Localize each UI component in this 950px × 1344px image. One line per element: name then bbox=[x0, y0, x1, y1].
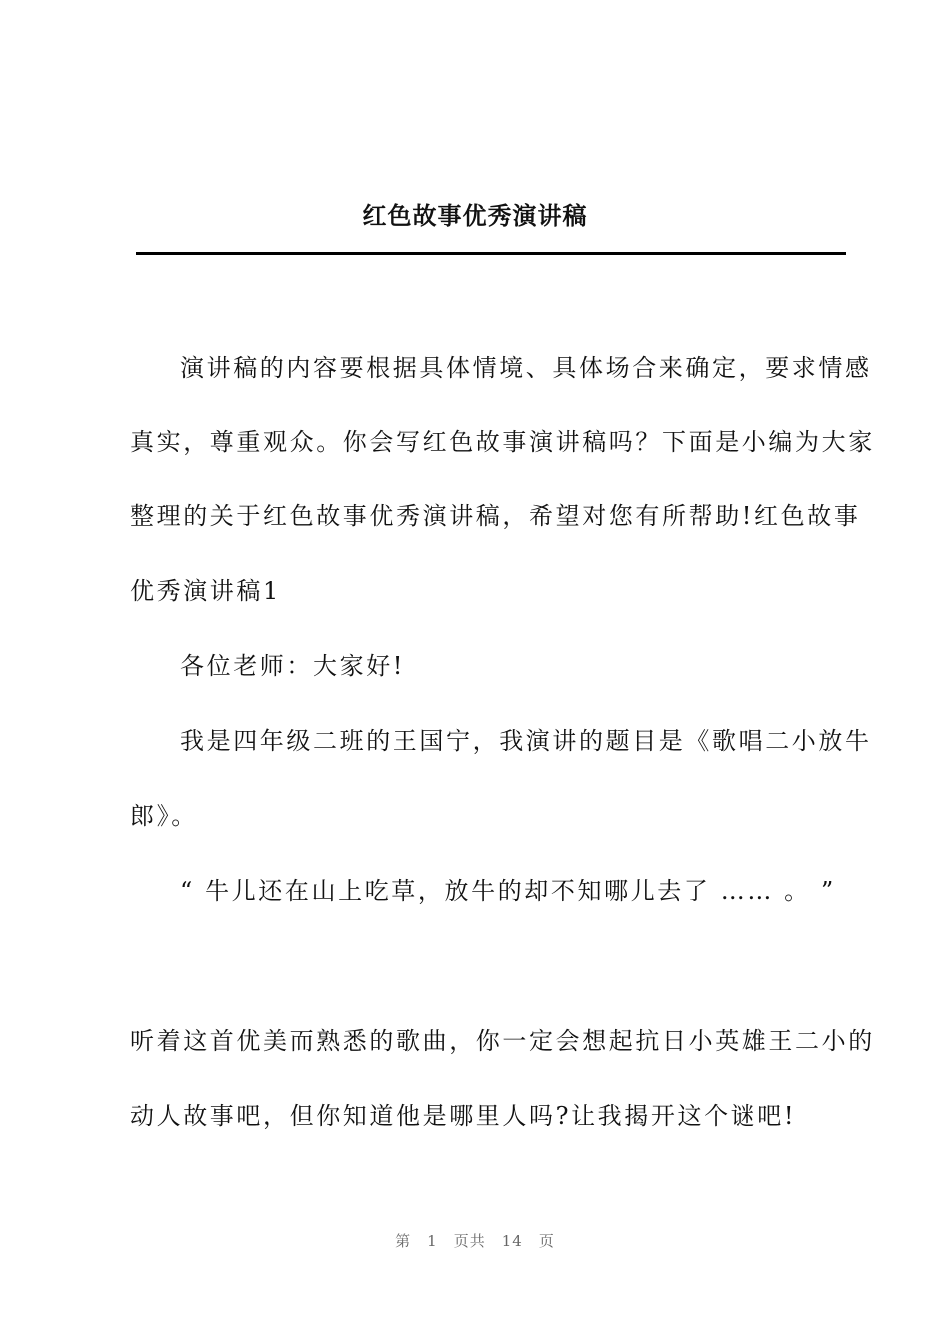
footer-middle: 页共 bbox=[453, 1232, 486, 1250]
footer-prefix: 第 bbox=[395, 1232, 412, 1250]
paragraph-line: 整理的关于红色故事优秀演讲稿，希望对您有所帮助!红色故事 bbox=[130, 502, 861, 530]
paragraph-line: 郎》。 bbox=[130, 802, 198, 830]
footer-total-pages: 14 bbox=[501, 1232, 523, 1250]
title-divider bbox=[136, 252, 846, 255]
document-title: 红色故事优秀演讲稿 bbox=[362, 202, 588, 230]
page-footer bbox=[0, 1230, 950, 1251]
paragraph-line: 我是四年级二班的王国宁，我演讲的题目是《歌唱二小放牛 bbox=[180, 727, 872, 755]
paragraph-line: 听着这首优美而熟悉的歌曲，你一定会想起抗日小英雄王二小的 bbox=[130, 1027, 875, 1055]
paragraph-line: 动人故事吧，但你知道他是哪里人吗?让我揭开这个谜吧! bbox=[130, 1102, 797, 1130]
paragraph-line: 优秀演讲稿1 bbox=[130, 577, 281, 605]
footer-suffix: 页 bbox=[538, 1232, 555, 1250]
paragraph-line: 各位老师：大家好! bbox=[180, 652, 406, 680]
paragraph-line: 真实，尊重观众。你会写红色故事演讲稿吗？下面是小编为大家 bbox=[130, 428, 875, 456]
paragraph-line: “ 牛儿还在山上吃草，放牛的却不知哪儿去了 …… 。 ” bbox=[180, 877, 836, 905]
paragraph-line: 演讲稿的内容要根据具体情境、具体场合来确定，要求情感 bbox=[180, 354, 872, 382]
footer-page-number: 1 bbox=[427, 1232, 438, 1250]
